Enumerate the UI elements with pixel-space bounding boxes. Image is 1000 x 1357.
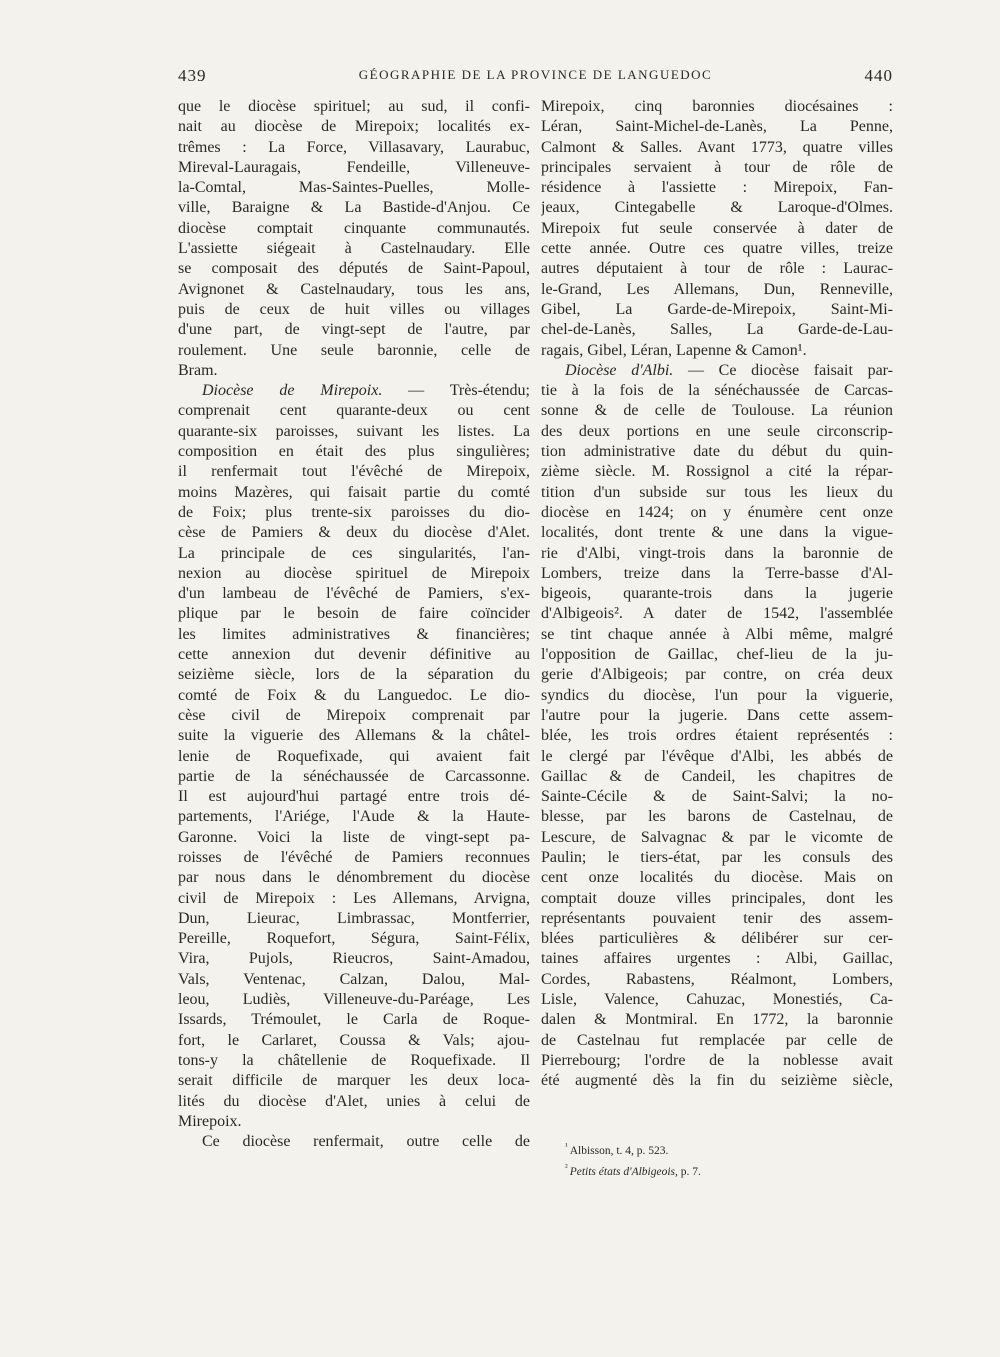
left-column-line: quarante-six paroisses, suivant les listes. La [178, 422, 530, 440]
page-number-left: 439 [178, 66, 207, 85]
right-column-line: blesse, par les barons de Castelnau, de [541, 808, 893, 826]
left-column-line: lenie de Roquefixade, qui avaient fait [178, 747, 530, 765]
left-column-line: partie de la sénéchaussée de Carcassonne. [178, 767, 530, 785]
right-column [541, 97, 893, 1092]
left-column-line: seizième siècle, lors de la séparation du [178, 666, 530, 684]
left-column-line: comprenait cent quarante-deux ou cent [178, 402, 530, 420]
right-column-line: autres députaient à tour de rôle : Laurac- [541, 260, 893, 278]
left-column-line: Garonne. Voici la liste de vingt-sept pa- [178, 828, 530, 846]
right-column-line: dalen & Montmiral. En 1772, la baronnie [541, 1011, 893, 1029]
left-column-line: partements, l'Ariége, l'Aude & la Haute- [178, 808, 530, 826]
left-column-line: cèse de Pamiers & deux du diocèse d'Alet. [178, 524, 530, 542]
right-column-line: cette année. Outre ces quatre villes, treize [541, 240, 893, 258]
left-column-line: Mirepoix. [178, 1112, 242, 1130]
left-column-line: tons-y la châtellenie de Roquefixade. Il [178, 1051, 530, 1069]
right-column-line: l'autre pour la jugerie. Dans cette assem- [541, 706, 893, 724]
right-column-line: représentants pouvaient tenir des assem- [541, 909, 893, 927]
right-column-line: de Castelnau fut remplacée par celle de [541, 1031, 893, 1049]
left-column-line: trêmes : La Force, Villasavary, Laurabuc, [178, 138, 530, 156]
right-column-line: Léran, Saint-Michel-de-Lanès, La Penne, [541, 118, 893, 136]
right-column-line: l'opposition de Gaillac, chef-lieu de la ju- [541, 646, 893, 664]
right-column-line: ragais, Gibel, Léran, Lapenne & Camon¹. [541, 341, 807, 359]
running-header [178, 66, 893, 88]
right-column-line: tie à la fois de la sénéchaussée de Carcas- [541, 382, 893, 400]
left-column-line: par nous dans le dénombrement du diocèse [178, 869, 530, 887]
left-column-line: moins Mazères, qui faisait partie du comté [178, 483, 530, 501]
left-column-line: Vals, Ventenac, Calzan, Dalou, Mal- [178, 970, 530, 988]
right-column-line: Lombers, treize dans la Terre-basse d'Al- [541, 564, 893, 582]
right-column-line: Calmont & Salles. Avant 1773, quatre villes [541, 138, 893, 156]
right-column-line: Mirepoix fut seule conservée à dater de [541, 219, 893, 237]
left-column-line: Pereille, Roquefort, Ségura, Saint-Félix, [178, 930, 530, 948]
right-column-line: Gibel, La Garde-de-Mirepoix, Saint-Mi- [541, 300, 893, 318]
left-column-line: nexion au diocèse spirituel de Mirepoix [178, 564, 530, 582]
left-column-line: que le diocèse spirituel; au sud, il confi- [178, 98, 530, 115]
right-column-line: été augmenté dès la fin du seizième siècle, [541, 1072, 893, 1090]
left-column-line: roisses de l'évêché de Pamiers reconnues [178, 848, 530, 866]
right-column-line: Diocèse d'Albi. — Ce diocèse faisait par- [565, 361, 893, 379]
left-column-line: cèse civil de Mirepoix comprenait par [178, 706, 530, 724]
right-column-line: comptait douze villes principales, dont les [541, 889, 893, 907]
left-column-line: il renfermait tout l'évêché de Mirepoix, [178, 463, 530, 481]
left-column-line: se composait des députés de Saint-Papoul, [178, 260, 530, 278]
left-column-line: suite la viguerie des Allemans & la châtel- [178, 727, 530, 745]
page-number-right: 440 [864, 66, 893, 85]
left-column-line: puis de ceux de huit villes ou villages [178, 300, 530, 318]
right-column-line: Mirepoix, cinq baronnies diocésaines : [541, 98, 893, 115]
right-column-line: tion administrative date du début du quin- [541, 443, 893, 461]
right-column-line: blée, les trois ordres étaient représentés : [541, 727, 893, 745]
left-column-line: Bram. [178, 361, 218, 379]
left-column-line: leou, Ludiès, Villeneuve-du-Paréage, Les [178, 991, 530, 1009]
left-column-line: plique par le besoin de faire coïncider [178, 605, 530, 623]
left-column-line: diocèse comptait cinquante communautés. [178, 219, 530, 237]
left-column [178, 97, 530, 1152]
right-column-line: blées particulières & délibérer sur cer- [541, 930, 893, 948]
right-column-line: bigeois, quarante-trois dans la jugerie [541, 585, 893, 603]
right-column-line: se tint chaque année à Albi même, malgré [541, 625, 893, 643]
footnotes [565, 1138, 895, 1180]
left-column-line: roulement. Une seule baronnie, celle de [178, 341, 530, 359]
left-column-line: cette annexion dut devenir définitive au [178, 646, 530, 664]
left-column-line: civil de Mirepoix : Les Allemans, Arvigna, [178, 889, 530, 907]
right-column-line: taines affaires urgentes : Albi, Gaillac, [541, 950, 893, 968]
left-column-line: Vira, Pujols, Rieucros, Saint-Amadou, [178, 950, 530, 968]
left-column-line: fort, le Carlaret, Coussa & Vals; ajou- [178, 1031, 530, 1049]
right-column-line: Gaillac & de Candeil, les chapitres de [541, 767, 893, 785]
right-column-line: résidence à l'assiette : Mirepoix, Fan- [541, 179, 893, 197]
right-column-line: d'Albigeois². A dater de 1542, l'assemblée [541, 605, 893, 623]
left-column-line: Dun, Lieurac, Limbrassac, Montferrier, [178, 909, 530, 927]
left-column-line: d'un lambeau de l'évêché de Pamiers, s'ex- [178, 585, 530, 603]
running-title: GÉOGRAPHIE DE LA PROVINCE DE LANGUEDOC [358, 67, 713, 82]
right-column-line: sonne & de celle de Toulouse. La réunion [541, 402, 893, 420]
left-column-line: Ce diocèse renfermait, outre celle de [202, 1133, 530, 1151]
right-column-line: le-Grand, Les Allemans, Dun, Renneville, [541, 280, 893, 298]
right-column-line: jeaux, Cintegabelle & Laroque-d'Olmes. [541, 199, 893, 217]
left-column-line: La principale de ces singularités, l'an- [178, 544, 530, 562]
left-column-line: comté de Foix & du Languedoc. Le dio- [178, 686, 530, 704]
right-column-line: gerie d'Albigeois; par contre, on créa deux [541, 666, 893, 684]
right-column-line: Pierrebourg; l'ordre de la noblesse avait [541, 1051, 893, 1069]
right-column-line: cent onze localités du diocèse. Mais on [541, 869, 893, 887]
left-column-line: composition en était des plus singulières; [178, 443, 530, 461]
left-column-line: de Foix; plus trente-six paroisses du dio- [178, 503, 530, 521]
left-column-line: serait difficile de marquer les deux loca- [178, 1072, 530, 1090]
right-column-line: diocèse en 1424; on y énumère cent onze [541, 503, 893, 521]
left-column-line: ville, Baraigne & La Bastide-d'Anjou. Ce [178, 199, 530, 217]
right-column-line: syndics du diocèse, l'un pour la viguerie, [541, 686, 893, 704]
left-column-line: d'une part, de vingt-sept de l'autre, par [178, 321, 530, 339]
right-column-line: des deux portions en une seule circonscrip- [541, 422, 893, 440]
right-column-line: Cordes, Rabastens, Réalmont, Lombers, [541, 970, 893, 988]
right-column-line: zième siècle. M. Rossignol a cité la répar- [541, 463, 893, 481]
right-column-line: tition d'un subside sur tous les lieux du [541, 483, 893, 501]
left-column-line: les limites administratives & financières; [178, 625, 530, 643]
left-column-line: Il est aujourd'hui partagé entre trois dé- [178, 788, 530, 806]
right-column-line: le clergé par l'évêque d'Albi, les abbés de [541, 747, 893, 765]
left-column-line: Mireval-Lauragais, Fendeille, Villeneuve- [178, 158, 530, 176]
right-column-line: principales servaient à tour de rôle de [541, 158, 893, 176]
right-column-line: Sainte-Cécile & de Saint-Salvi; la no- [541, 788, 893, 806]
left-column-line: nait au diocèse de Mirepoix; localités ex- [178, 118, 530, 136]
right-column-line: Paulin; le tiers-état, par les consuls des [541, 848, 893, 866]
footnote-2: $^{^2}$ Petits états d'Albigeois, p. 7. [565, 1161, 701, 1178]
right-column-line: localités, dont trente & une dans la vigue- [541, 524, 893, 542]
left-column-line: lités du diocèse d'Alet, unies à celui de [178, 1092, 530, 1110]
right-column-line: Lescure, de Salvagnac & par le vicomte de [541, 828, 893, 846]
right-column-line: rie d'Albi, vingt-trois dans la baronnie de [541, 544, 893, 562]
right-column-line: Lisle, Valence, Cahuzac, Monestiés, Ca- [541, 991, 893, 1009]
footnote-1: $^{^1}$ Albisson, t. 4, p. 523. [565, 1141, 669, 1157]
left-column-line: Avignonet & Castelnaudary, tous les ans, [178, 280, 530, 298]
left-column-line: Issards, Trémoulet, le Carla de Roque- [178, 1011, 530, 1029]
left-column-line: Diocèse de Mirepoix. — Très-étendu; [202, 382, 530, 400]
left-column-line: L'assiette siégeait à Castelnaudary. Elle [178, 240, 530, 258]
right-column-line: chel-de-Lanès, Salles, La Garde-de-Lau- [541, 321, 893, 339]
left-column-line: la-Comtal, Mas-Saintes-Puelles, Molle- [178, 179, 530, 197]
